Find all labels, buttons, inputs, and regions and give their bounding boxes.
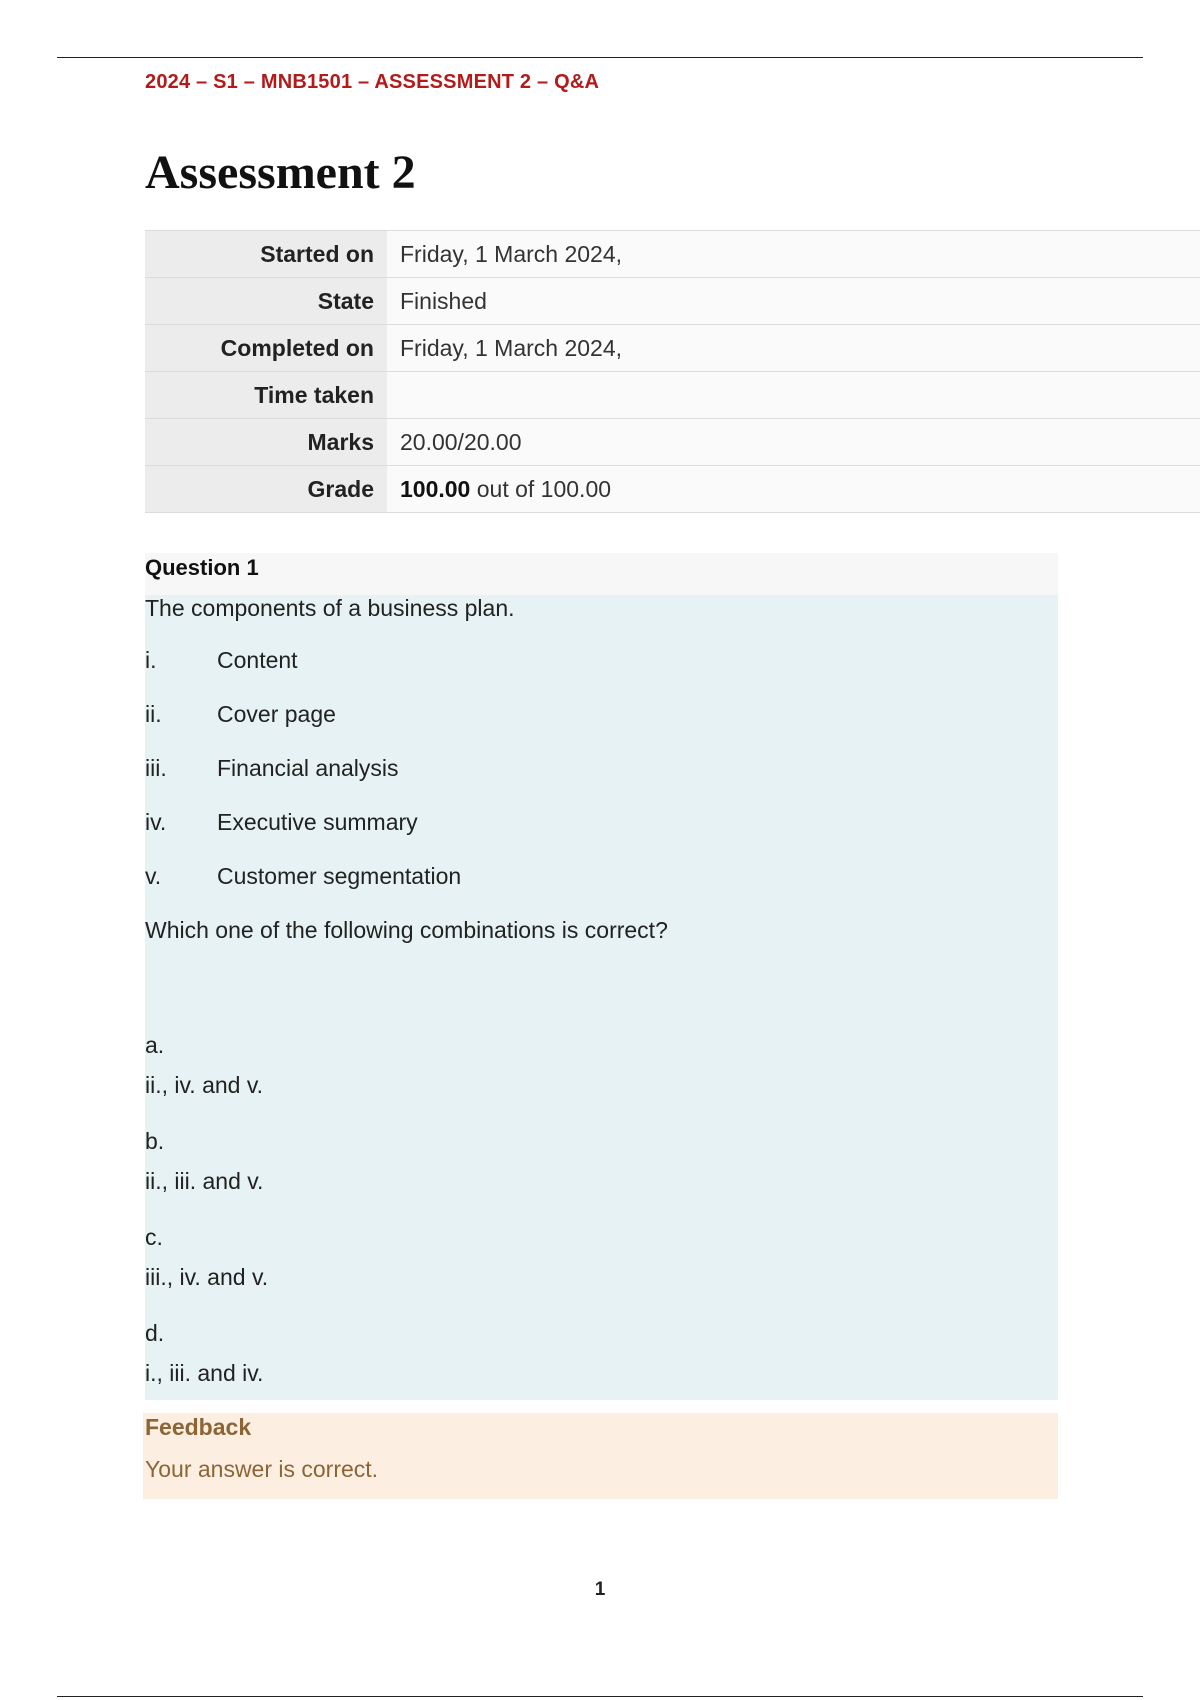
list-item-text: Executive summary <box>217 809 418 835</box>
question-content <box>145 595 1058 1400</box>
document-header: 2024 – S1 – MNB1501 – ASSESSMENT 2 – Q&A <box>145 71 600 93</box>
list-item <box>145 809 461 863</box>
answer-option-c[interactable] <box>145 1223 268 1319</box>
list-item <box>145 755 461 809</box>
option-letter: c. <box>145 1224 163 1250</box>
summary-value: Friday, 1 March 2024, <box>387 231 1200 278</box>
option-text: i., iii. and iv. <box>145 1360 264 1386</box>
summary-row-marks <box>145 419 1200 466</box>
feedback-box <box>143 1413 1058 1499</box>
list-item-text: Content <box>217 647 298 673</box>
attempt-summary-table <box>145 230 1200 513</box>
summary-row-time-taken <box>145 372 1200 419</box>
grade-total: out of 100.00 <box>470 475 612 502</box>
answer-option-d[interactable] <box>145 1319 268 1415</box>
list-item-number: i. <box>145 647 157 673</box>
answer-options <box>145 1031 268 1415</box>
feedback-heading: Feedback <box>145 1414 252 1440</box>
summary-row-completed-on <box>145 325 1200 372</box>
bottom-rule <box>57 1696 1143 1697</box>
summary-value: Finished <box>387 278 1200 325</box>
component-list <box>145 647 461 917</box>
top-rule <box>57 57 1143 58</box>
page-number: 1 <box>594 1579 606 1600</box>
list-item-text: Financial analysis <box>217 755 399 781</box>
summary-row-grade <box>145 466 1200 513</box>
list-item <box>145 647 461 701</box>
answer-option-a[interactable] <box>145 1031 268 1127</box>
summary-label: Completed on <box>145 325 387 372</box>
list-item-text: Customer segmentation <box>217 863 462 889</box>
summary-label: Marks <box>145 419 387 466</box>
summary-label: Grade <box>145 466 387 513</box>
list-item-number: v. <box>145 863 162 889</box>
summary-value <box>387 466 1200 513</box>
summary-label: Time taken <box>145 372 387 419</box>
option-letter: d. <box>145 1320 165 1346</box>
summary-value: 20.00/20.00 <box>387 419 1200 466</box>
list-item-text: Cover page <box>217 701 336 727</box>
option-text: ii., iv. and v. <box>145 1072 264 1098</box>
list-item <box>145 863 461 917</box>
question-prompt: Which one of the following combinations is correct? <box>145 917 668 943</box>
summary-row-started-on <box>145 231 1200 278</box>
option-letter: a. <box>145 1032 165 1058</box>
list-item-number: ii. <box>145 701 162 727</box>
list-item-number: iii. <box>145 755 167 781</box>
summary-value <box>387 372 1200 419</box>
summary-row-state <box>145 278 1200 325</box>
summary-label: Started on <box>145 231 387 278</box>
question-number: Question 1 <box>145 553 1058 595</box>
answer-option-b[interactable] <box>145 1127 268 1223</box>
feedback-text: Your answer is correct. <box>145 1456 379 1482</box>
summary-value: Friday, 1 March 2024, <box>387 325 1200 372</box>
page-title: Assessment 2 <box>145 146 416 199</box>
option-letter: b. <box>145 1128 165 1154</box>
list-item <box>145 701 461 755</box>
option-text: iii., iv. and v. <box>145 1264 269 1290</box>
question-text: The components of a business plan. <box>145 595 515 621</box>
option-text: ii., iii. and v. <box>145 1168 264 1194</box>
grade-score: 100.00 <box>400 475 471 502</box>
summary-label: State <box>145 278 387 325</box>
list-item-number: iv. <box>145 809 167 835</box>
